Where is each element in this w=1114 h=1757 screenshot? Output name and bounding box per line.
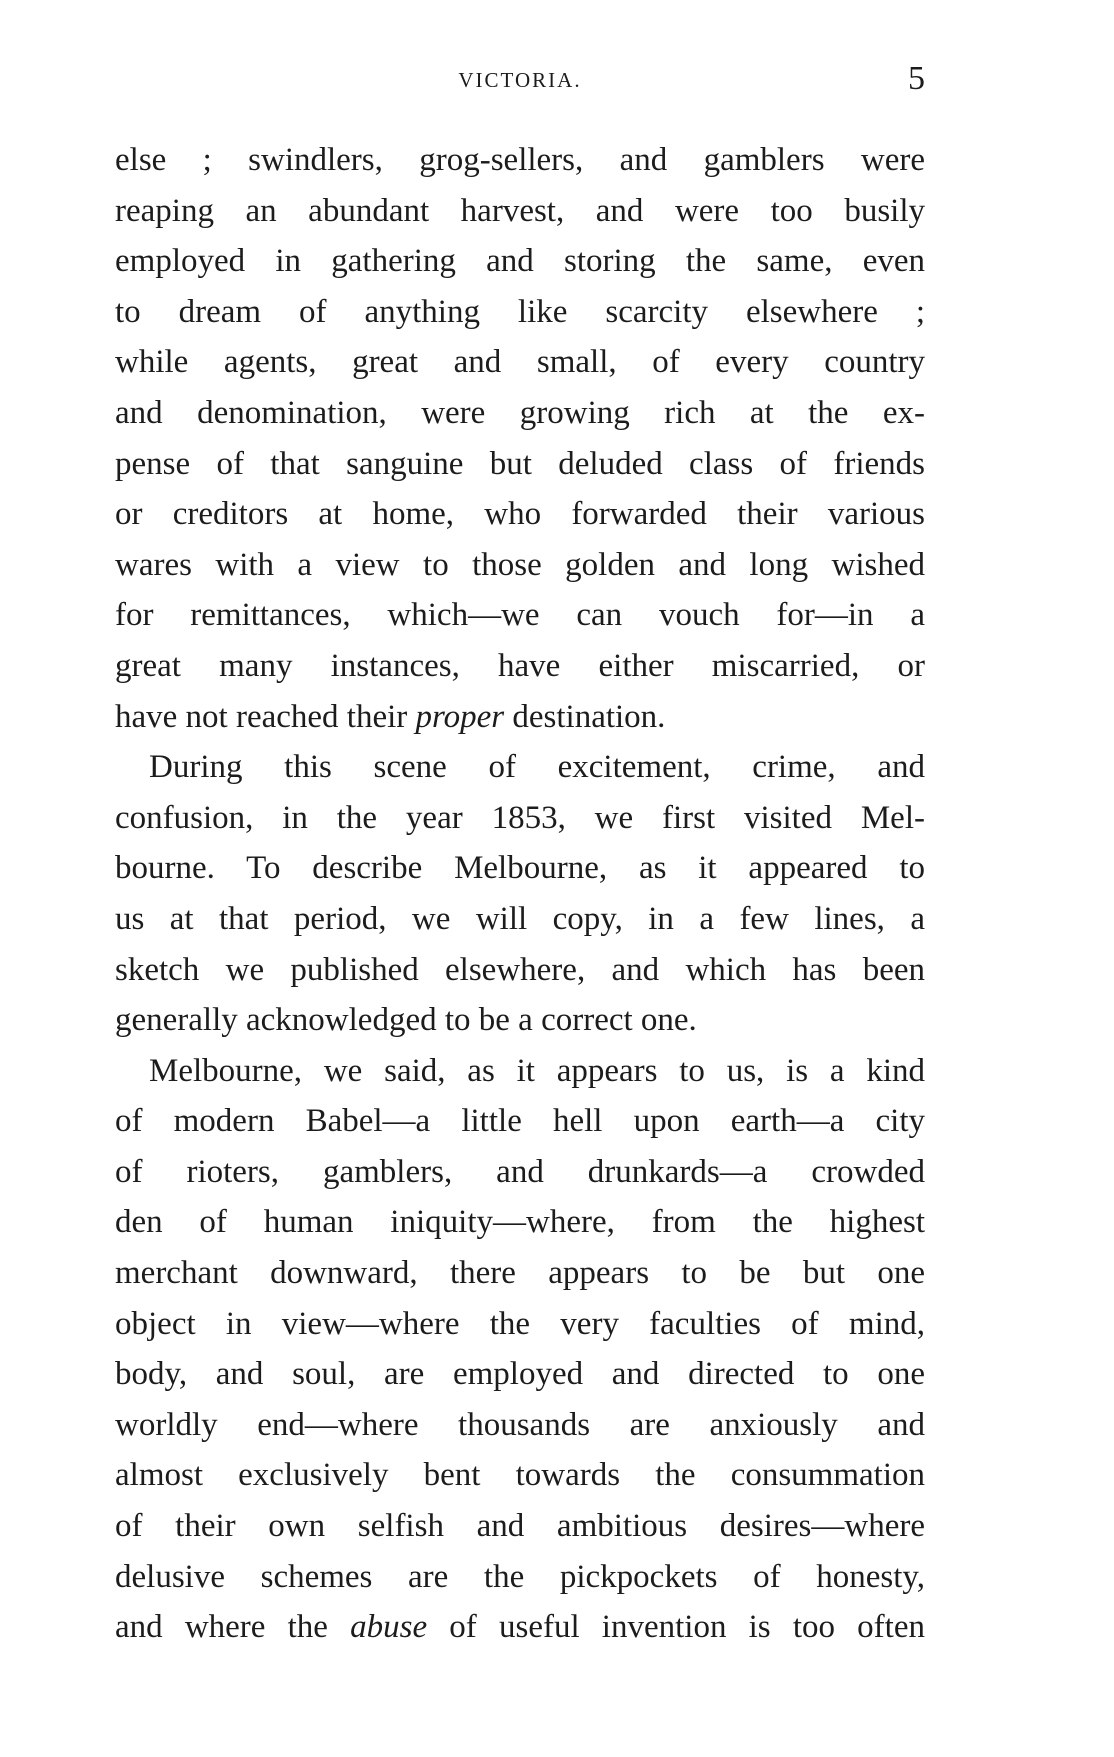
text-line: body, and soul, are employed and directed to one (115, 1356, 925, 1393)
text-run: destination. (504, 698, 666, 735)
text-line: worldly end—where thousands are anxiously and (115, 1406, 925, 1443)
text-line: employed in gathering and storing the same, even (115, 243, 925, 280)
text-line: delusive schemes are the pickpockets of honesty, (115, 1558, 925, 1595)
running-head-title: VICTORIA. (458, 68, 582, 92)
text-line: great many instances, have either miscarried, or (115, 647, 925, 684)
text-line: den of human iniquity—where, from the highest (115, 1204, 925, 1241)
text-line: confusion, in the year 1853, we first visited Mel- (115, 799, 925, 836)
text-run: of useful invention is too often (427, 1609, 925, 1646)
text-line: pense of that sanguine but deluded class of friends (115, 445, 925, 482)
italic-word: abuse (350, 1609, 428, 1646)
text-line: of rioters, gamblers, and drunkards—a crowded (115, 1153, 925, 1190)
text-line (115, 692, 925, 743)
body-text (115, 135, 925, 1653)
text-line: sketch we published elsewhere, and which has been (115, 951, 925, 988)
text-line: to dream of anything like scarcity elsewhere ; (115, 293, 925, 330)
text-line: reaping an abundant harvest, and were too busily (115, 192, 925, 229)
page-number: 5 (908, 60, 925, 97)
text-line: of modern Babel—a little hell upon earth—a city (115, 1103, 925, 1140)
text-run: have not reached their (115, 698, 416, 735)
text-line: Melbourne, we said, as it appears to us, is a kind (149, 1052, 925, 1089)
text-line: almost exclusively bent towards the consummation (115, 1457, 925, 1494)
text-line: bourne. To describe Melbourne, as it appeared to (115, 850, 925, 887)
text-line: of their own selfish and ambitious desires—where (115, 1508, 925, 1545)
text-line: and denomination, were growing rich at the ex- (115, 394, 925, 431)
text-line: else ; swindlers, grog-sellers, and gamblers were (115, 142, 925, 178)
text-line: merchant downward, there appears to be but one (115, 1255, 925, 1292)
text-line (115, 1602, 925, 1653)
text-line: or creditors at home, who forwarded their various (115, 496, 925, 533)
text-run: and where the (115, 1609, 351, 1646)
italic-word: proper (415, 698, 505, 735)
text-line: generally acknowledged to be a correct one. (115, 1002, 697, 1039)
text-line: wares with a view to those golden and long wished (115, 546, 925, 583)
text-line: During this scene of excitement, crime, and (149, 749, 925, 786)
running-head (115, 62, 925, 102)
text-line: object in view—where the very faculties of mind, (115, 1305, 925, 1342)
text-line: for remittances, which—we can vouch for—in a (115, 597, 925, 634)
text-line: while agents, great and small, of every country (115, 344, 925, 381)
text-line: us at that period, we will copy, in a few lines, a (115, 900, 925, 937)
